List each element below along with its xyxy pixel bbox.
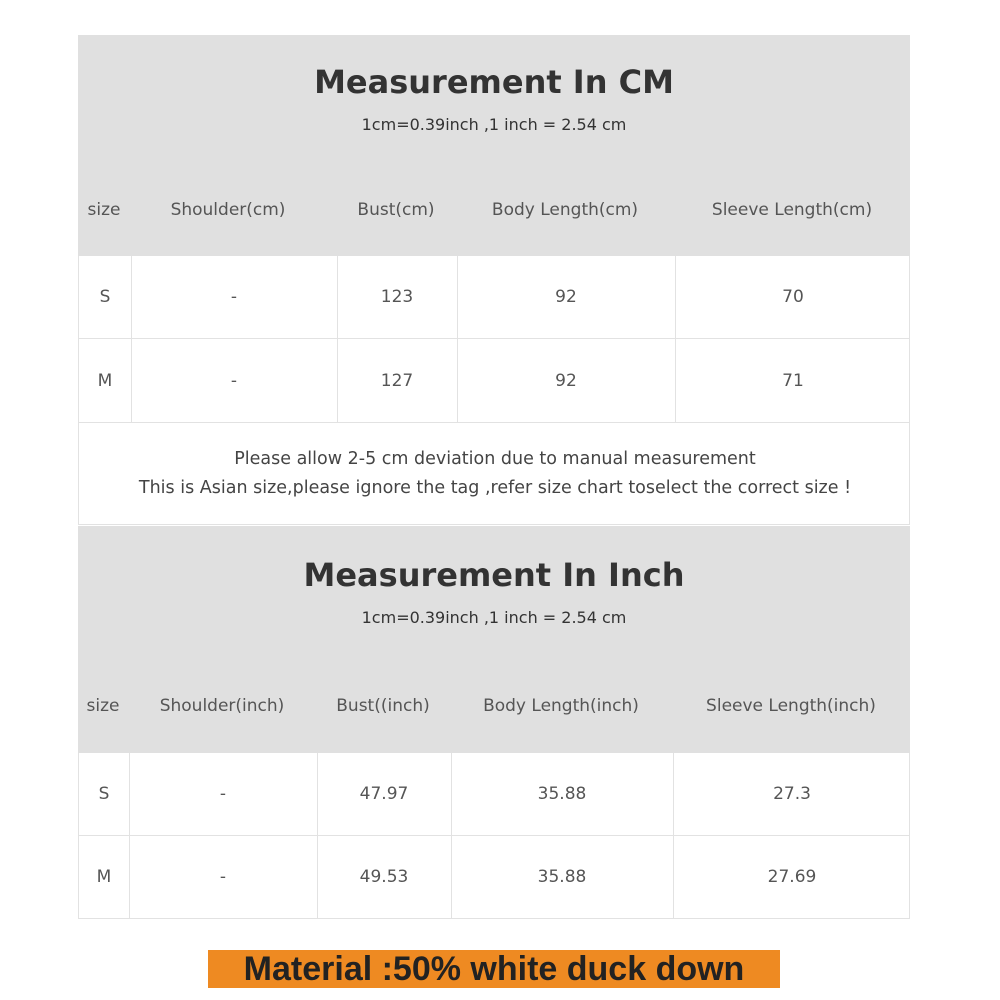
cm-s-body-length: 92: [555, 287, 577, 307]
inch-header-body-length: Body Length(inch): [483, 696, 639, 716]
cm-m-shoulder: -: [230, 370, 238, 391]
cm-header-body-length: Body Length(cm): [491, 200, 639, 220]
cm-header-sleeve-length: Sleeve Length(cm): [711, 200, 873, 220]
inch-s-size: S: [98, 784, 110, 804]
inch-m-bust: 49.53: [359, 867, 409, 887]
inch-title: Measurement In Inch: [303, 556, 685, 594]
table-row: [79, 256, 909, 339]
table-row: [79, 753, 909, 836]
deviation-note: Please allow 2-5 cm deviation due to manual measurement: [234, 449, 756, 469]
inch-m-size: M: [96, 867, 112, 887]
cm-m-bust: 127: [380, 370, 414, 391]
cm-s-sleeve-length: 70: [782, 287, 804, 307]
inch-header-size: size: [86, 696, 120, 716]
inch-s-bust: 47.97: [359, 784, 409, 804]
cm-title: Measurement In CM: [314, 63, 674, 101]
inch-m-shoulder: -: [219, 867, 227, 887]
inch-header-shoulder: Shoulder(inch): [159, 696, 285, 716]
cm-m-sleeve-length: 71: [782, 370, 804, 391]
inch-size-chart: [78, 526, 910, 919]
inch-m-sleeve-length: 27.69: [767, 867, 817, 887]
inch-m-body-length: 35.88: [537, 867, 587, 887]
cm-s-shoulder: -: [230, 287, 238, 307]
table-row: [79, 836, 909, 919]
inch-header-band: [78, 526, 910, 753]
cm-header-shoulder: Shoulder(cm): [170, 200, 286, 220]
asian-size-note: This is Asian size,please ignore the tag ,refer size chart toselect the correct size !: [138, 478, 852, 498]
inch-header-bust: Bust((inch): [336, 696, 430, 716]
cm-header-size: size: [87, 200, 121, 220]
cm-s-size: S: [99, 287, 111, 307]
cm-header-band: [78, 35, 910, 256]
material-banner: Material :50% white duck down: [208, 950, 780, 988]
deviation-note-box: [78, 423, 910, 525]
inch-s-body-length: 35.88: [537, 784, 587, 804]
inch-s-sleeve-length: 27.3: [773, 784, 811, 804]
cm-conversion-note: 1cm=0.39inch ,1 inch = 2.54 cm: [361, 115, 627, 134]
inch-conversion-note: 1cm=0.39inch ,1 inch = 2.54 cm: [361, 608, 627, 627]
inch-s-shoulder: -: [219, 784, 227, 804]
inch-header-sleeve-length: Sleeve Length(inch): [706, 696, 876, 716]
cm-s-bust: 123: [380, 287, 414, 307]
cm-m-size: M: [97, 370, 113, 391]
cm-m-body-length: 92: [555, 370, 577, 391]
cm-size-chart: [78, 35, 910, 525]
inch-table-body: [78, 753, 910, 919]
cm-table-body: [78, 256, 910, 423]
table-row: [79, 339, 909, 423]
cm-header-bust: Bust(cm): [357, 200, 435, 220]
